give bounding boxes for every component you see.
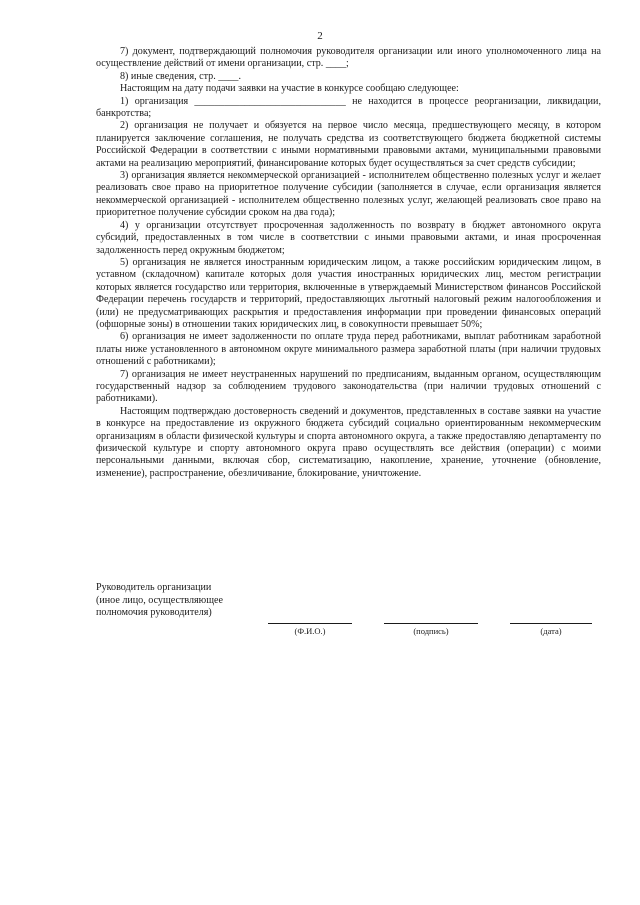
paragraph-statement-1: 1) организация ______________________________ не находится в процессе реорганизации, ликвидации, банкротства; [96, 95, 601, 120]
paragraph-statement-3: 3) организация является некоммерческой организацией - исполнителем общественно полезных услуг и желает реализовать свое право на приоритетное получение субсидии (заполняется в случае, если организация является некоммерческой организацией - исполнителем общественно полезных услуг, желающей реализовать свое право на приоритетное получение субсидии сроком на два года); [96, 170, 601, 219]
paragraph-statement-5: 5) организация не является иностранным юридическим лицом, а также российским юридическим лицом, в уставном (складочном) капитале которых доля участия иностранных юридических лиц, местом регистрации которых является государство или территория, включенные в утверждаемый Министерством финансов Российской Федерации перечень государств и территорий, предоставляющих льготный налоговый режим налогообложения и (или) не предусматривающих раскрытия и предоставления информации при проведении финансовых операций (офшорные зоны) в отношении таких юридических лиц, в совокупности превышает 50%; [96, 256, 601, 330]
paragraph-item-8-other: 8) иные сведения, стр. ____. [120, 70, 241, 82]
paragraph-statement-7: 7) организация не имеет неустраненных нарушений по предписаниям, выданным органом, осуществляющим государственный надзор за соблюдением трудового законодательства (при наличии трудовых отношений с работниками). [96, 368, 601, 405]
paragraph-item-7-document: 7) документ, подтверждающий полномочия руководителя организации или иного уполномоченного лица на осуществление действий от имени организации, стр. ____; [96, 46, 601, 70]
signatory-label-line-1: Руководитель организации [96, 582, 212, 593]
signatory-label-line-3: полномочия руководителя) [96, 607, 212, 619]
paragraph-statement-4: 4) у организации отсутствует просроченная задолженность по возврату в бюджет автономного округа субсидий, предоставленных в том числе в соответствии с иными правовыми актами, и иная просроченная задолженность перед окружным бюджетом; [96, 219, 601, 256]
fio-caption: (Ф.И.О.) [268, 623, 352, 636]
signatory-label [96, 582, 223, 620]
signature-caption: (подпись) [384, 623, 478, 636]
date-field[interactable] [510, 623, 592, 636]
paragraph-intro-statement: Настоящим на дату подачи заявки на участие в конкурсе сообщаю следующее: [120, 83, 459, 95]
document-body [96, 46, 601, 480]
date-caption: (дата) [510, 623, 592, 636]
fio-field[interactable] [268, 623, 352, 636]
signature-field[interactable] [384, 623, 478, 636]
paragraph-consent: Настоящим подтверждаю достоверность сведений и документов, представленных в составе заявки на участие в конкурсе на предоставление из окружного бюджета субсидий социально ориентированным некоммерческим организациям в области физической культуры и спорта автономного округа, а также предоставляю департаменту по физической культуре и спорту автономного округа право осуществлять все действия (операции) с моими персональными данными, включая сбор, систематизацию, накопление, хранение, уточнение (обновление, изменение), распространение, обезличивание, блокирование, уничтожение. [96, 405, 601, 479]
paragraph-statement-2: 2) организация не получает и обязуется на первое число месяца, предшествующего месяцу, в котором планируется заключение соглашения, не получать средства из соответствующего бюджета бюджетной системы Российской Федерации в соответствии с иными нормативными правовыми актами, муниципальными правовыми актами на реализацию мероприятий, финансирование которых будет осуществляться за счет средств субсидии; [96, 120, 601, 169]
paragraph-statement-6: 6) организация не имеет задолженности по оплате труда перед работниками, выплат работникам заработной платы ниже установленного в автономном округе минимального размера заработной платы (при наличии трудовых отношений с работниками); [96, 331, 601, 368]
signatory-label-line-2: (иное лицо, осуществляющее [96, 594, 223, 606]
page-number: 2 [317, 30, 323, 42]
